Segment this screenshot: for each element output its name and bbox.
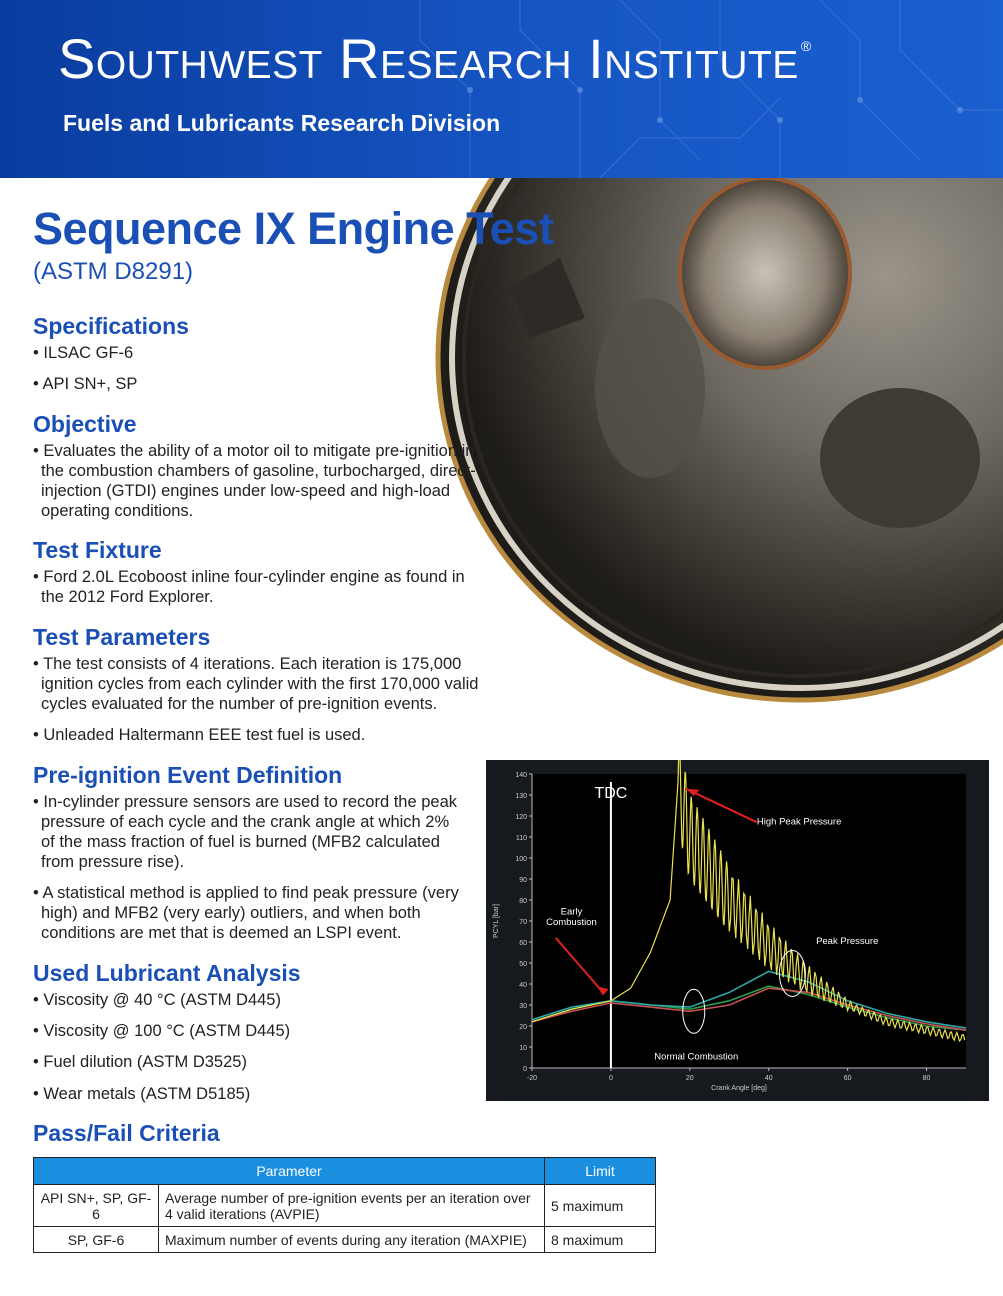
list-item: • In-cylinder pressure sensors are used to record the peak pressure of each cycle and the crank angle at which 2% of the mass fraction of fuel is burned (MFB2 calculated from pressure rise). — [33, 792, 466, 872]
pressure-chart-svg — [486, 760, 989, 1101]
piston-photo — [420, 178, 1003, 718]
list-item: • A statistical method is applied to find peak pressure (very high) and MFB2 (very early) outliers, and when both conditions are met that is deemed an LSPI event. — [33, 883, 466, 943]
test-parameters-heading: Test Parameters — [33, 624, 211, 650]
preignition-heading: Pre-ignition Event Definition — [33, 762, 343, 788]
list-item: • Fuel dilution (ASTM D3525) — [33, 1052, 441, 1072]
used-lubricant-heading: Used Lubricant Analysis — [33, 960, 301, 986]
annotation-early-combustion: Early — [560, 906, 583, 918]
y-tick-label: 50 — [519, 961, 527, 968]
list-item: • Unleaded Haltermann EEE test fuel is used. — [33, 725, 481, 745]
division-name: Fuels and Lubricants Research Division — [63, 110, 501, 136]
row-spec: API SN+, SP, GF-6 — [34, 1185, 159, 1227]
table-header-row — [34, 1158, 656, 1185]
x-tick-label: -20 — [526, 1075, 538, 1082]
y-tick-label: 130 — [515, 793, 527, 800]
annotation-early-combustion: Combustion — [546, 917, 597, 929]
y-tick-label: 120 — [515, 814, 527, 821]
x-tick-label: 0 — [608, 1075, 613, 1082]
test-fixture-heading: Test Fixture — [33, 537, 162, 563]
pressure-chart — [486, 760, 989, 1101]
table-row — [34, 1227, 656, 1253]
list-item: • The test consists of 4 iterations. Each iteration is 175,000 ignition cycles from each cylinder with the first 170,000 valid cycles evaluated for the number of pre-ignition events. — [33, 654, 481, 714]
x-tick-label: 60 — [843, 1075, 852, 1082]
column-header-parameter: Parameter — [34, 1158, 545, 1185]
list-item: • Evaluates the ability of a motor oil to mitigate pre-ignition in the combustion chambers of gasoline, turbocharged, direct-injection (GTDI) engines under low-speed and high-load operating conditions. — [33, 441, 481, 521]
row-limit: 8 maximum — [545, 1227, 656, 1253]
list-item: • API SN+, SP — [33, 374, 441, 394]
y-tick-label: 110 — [515, 835, 527, 842]
table-row — [34, 1185, 656, 1227]
pass-fail-table — [33, 1157, 656, 1253]
x-tick-label: 20 — [685, 1075, 694, 1082]
tdc-label: TDC — [594, 785, 628, 802]
y-tick-label: 40 — [519, 982, 527, 989]
annotation-high-peak-pressure: High Peak Pressure — [756, 816, 842, 828]
y-tick-label: 80 — [519, 898, 527, 905]
y-axis-title: PCYL [bar] — [493, 904, 500, 938]
y-tick-label: 30 — [519, 1003, 527, 1010]
y-tick-label: 140 — [515, 772, 527, 779]
x-tick-label: 40 — [764, 1075, 773, 1082]
column-header-limit: Limit — [545, 1158, 656, 1185]
y-tick-label: 90 — [519, 877, 527, 884]
list-item: • Ford 2.0L Ecoboost inline four-cylinder engine as found in the 2012 Ford Explorer. — [33, 567, 471, 607]
annotation-normal-combustion: Normal Combustion — [654, 1051, 739, 1063]
x-axis-title: Crank Angle [deg] — [711, 1085, 767, 1092]
page-title: Sequence IX Engine Test — [33, 203, 554, 254]
list-item: • Viscosity @ 100 °C (ASTM D445) — [33, 1021, 441, 1041]
list-item: • Viscosity @ 40 °C (ASTM D445) — [33, 990, 441, 1010]
x-tick-label: 80 — [922, 1075, 931, 1082]
y-tick-label: 60 — [519, 940, 527, 947]
pass-fail-heading: Pass/Fail Criteria — [33, 1120, 220, 1146]
header-banner — [0, 0, 1003, 178]
y-tick-label: 20 — [519, 1024, 527, 1031]
y-tick-label: 100 — [515, 856, 527, 863]
objective-heading: Objective — [33, 411, 137, 437]
registered-mark: ® — [800, 38, 812, 54]
row-limit: 5 maximum — [545, 1185, 656, 1227]
page-subtitle: (ASTM D8291) — [33, 258, 194, 285]
specifications-heading: Specifications — [33, 313, 189, 339]
list-item: • ILSAC GF-6 — [33, 343, 441, 363]
annotation-peak-pressure: Peak Pressure — [816, 936, 879, 948]
organization-name: Southwest Research Institute ® — [58, 27, 812, 90]
y-tick-label: 70 — [519, 919, 527, 926]
row-parameter: Maximum number of events during any iteration (MAXPIE) — [159, 1227, 545, 1253]
row-spec: SP, GF-6 — [34, 1227, 159, 1253]
y-tick-label: 0 — [523, 1066, 527, 1073]
list-item: • Wear metals (ASTM D5185) — [33, 1084, 441, 1104]
y-tick-label: 10 — [519, 1045, 527, 1052]
row-parameter: Average number of pre-ignition events per an iteration over 4 valid iterations (AVPIE) — [159, 1185, 545, 1227]
